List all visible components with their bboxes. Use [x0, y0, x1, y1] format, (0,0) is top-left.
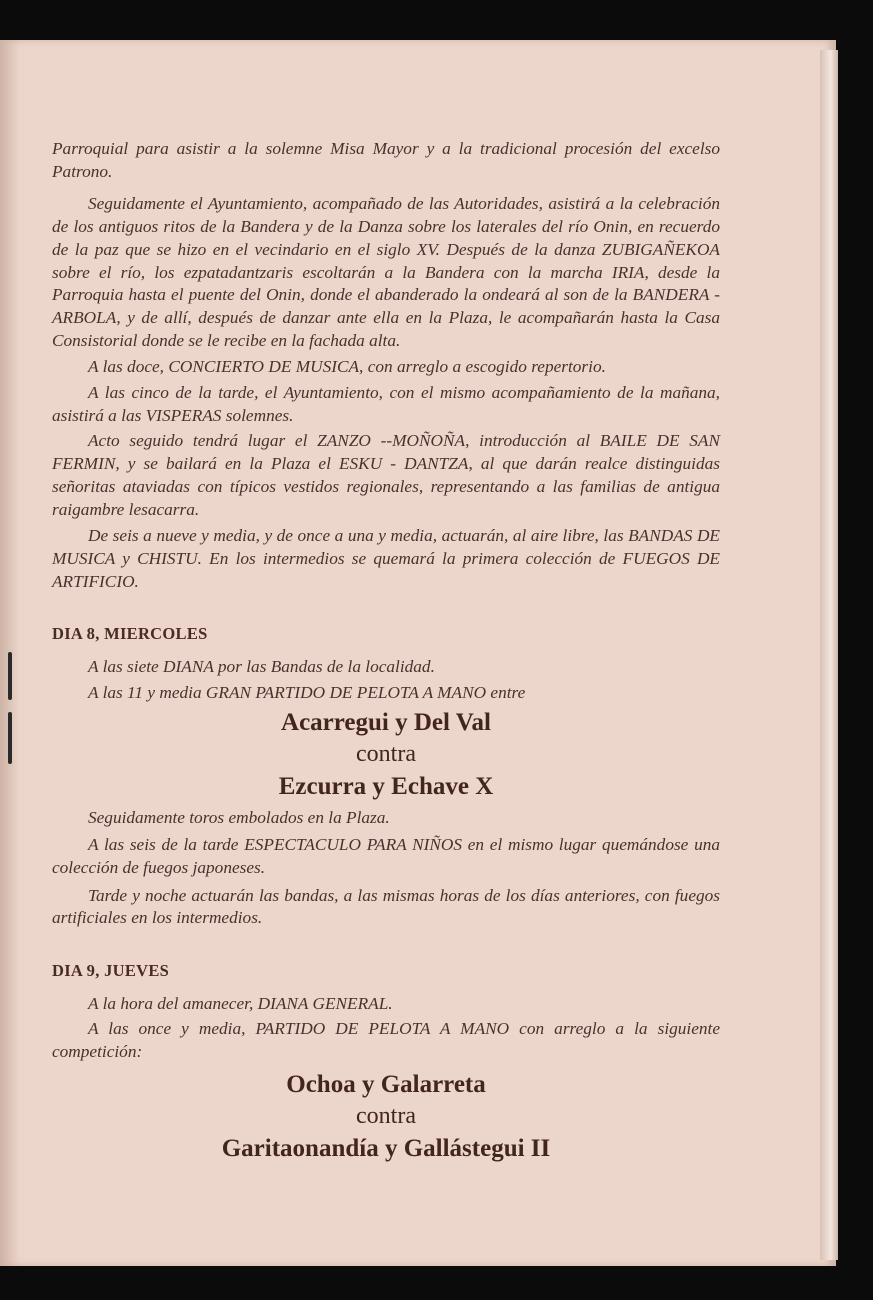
day8-team2: Ezcurra y Echave X [278, 773, 494, 801]
day8-versus: contra [356, 741, 416, 768]
day8-pelota: A las 11 y media GRAN PARTIDO DE PELOTA A MANO entre [88, 682, 526, 702]
paragraph-visperas: A las cinco de la tarde, el Ayuntamiento, con el mismo acompañamiento de la mañana, asistirá a las VISPERAS solemnes. [52, 383, 720, 425]
day9-diana: A la hora del amanecer, DIANA GENERAL. [88, 993, 393, 1013]
staple-top [8, 652, 12, 700]
paragraph-procession: Parroquial para asistir a la solemne Misa Mayor y a la tradicional procesión del excelso Patrono. [52, 139, 720, 181]
day8-heading: DIA 8, MIERCOLES [52, 624, 208, 644]
day9-team1: Ochoa y Galarreta [286, 1070, 486, 1098]
day9-versus: contra [356, 1102, 416, 1129]
paragraph-bandas: De seis a nueve y media, y de once a una y media, actuarán, al aire libre, las BANDAS DE MUSICA y CHISTU. En los intermedios se quemará la primera colección de FUEGOS DE ARTIFICIO. [52, 526, 720, 591]
day9-heading: DIA 9, JUEVES [52, 960, 170, 980]
day8-bandas: Tarde y noche actuarán las bandas, a las mismas horas de los días anteriores, con fuegos artificiales en los intermedios. [52, 885, 720, 928]
staple-bottom [8, 712, 12, 764]
day8-diana: A las siete DIANA por las Bandas de la localidad. [88, 657, 435, 677]
page-edge [820, 50, 838, 1260]
paragraph-concierto: A las doce, CONCIERTO DE MUSICA, con arreglo a escogido repertorio. [88, 357, 606, 377]
day8-team1: Acarregui y Del Val [281, 709, 491, 737]
day8-ninos: A las seis de la tarde ESPECTACULO PARA NIÑOS en el mismo lugar quemándose una colección de fuegos japoneses. [52, 835, 720, 877]
paragraph-bandera-rites: Seguidamente el Ayuntamiento, acompañado de las Autoridades, asistirá a la celebración de los antiguos ritos de la Bandera y de la Danza sobre los laterales del río Onin, en recuerdo de la paz que se hizo en el vecindario en el siglo XV. Después de la danza ZUBIGAÑEKOA sobre el río, los ezpatadantzaris escoltarán a la Bandera con la marcha IRIA, desde la Parroquia hasta el puente del Onin, donde el abanderado la ondeará al son de la BANDERA - ARBOLA, y de allí, después de danzar ante ella en la Plaza, le acompañarán hasta la Casa Consistorial donde se le recibe en la fachada alta. [52, 194, 720, 350]
page-content [52, 138, 720, 1165]
paragraph-zanzo: Acto seguido tendrá lugar el ZANZO --MOÑOÑA, introducción al BAILE DE SAN FERMIN, y se bailará en la Plaza el ESKU - DANTZA, al que darán realce distinguidas señoritas ataviadas con típicos vestidos regionales, representando a las familias de antigua raigambre lesacarra. [52, 431, 720, 519]
day9-pelota: A las once y media, PARTIDO DE PELOTA A MANO con arreglo a la siguiente competición: [52, 1019, 720, 1062]
day9-team2: Garitaonandía y Gallástegui II [221, 1134, 551, 1162]
day8-toros: Seguidamente toros embolados en la Plaza. [88, 808, 390, 828]
